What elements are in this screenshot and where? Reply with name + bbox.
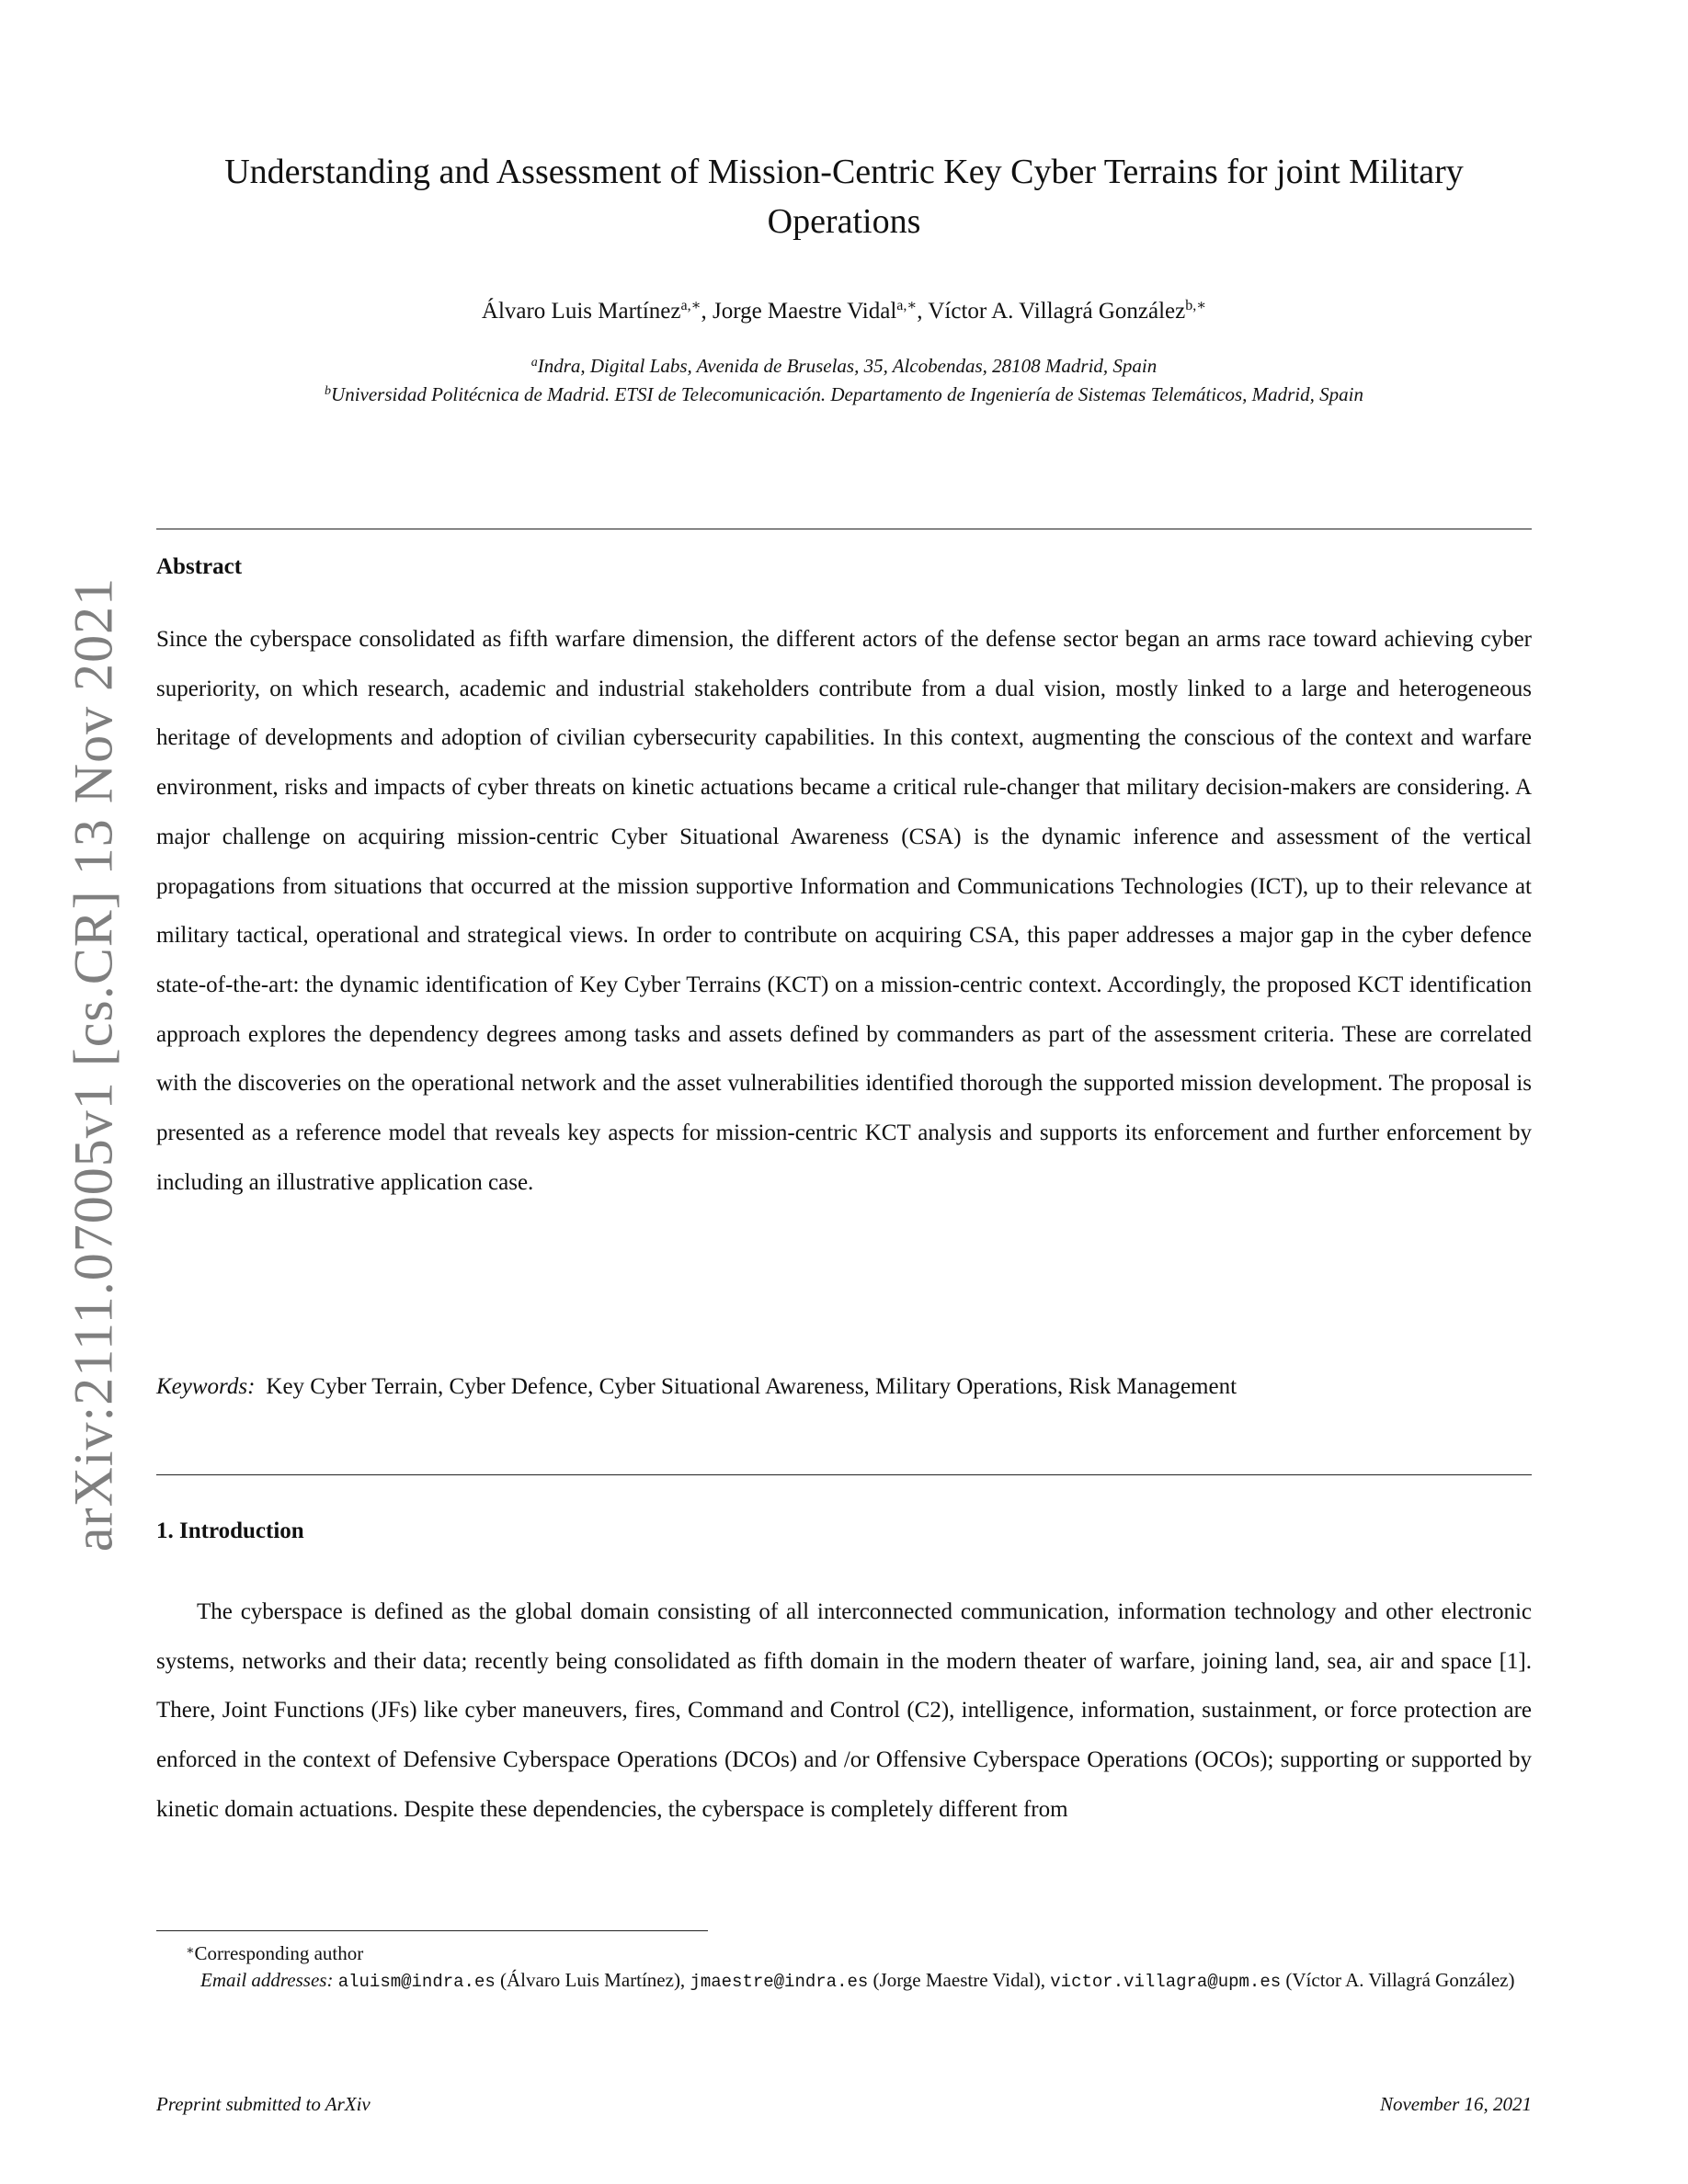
footer-date: November 16, 2021 [1379,2093,1532,2115]
email-link[interactable]: aluism@indra.es [337,1972,496,1992]
author-affiliation-mark: a,∗ [680,298,701,313]
author-name: Víctor A. Villagrá González [928,299,1186,324]
section-heading-introduction: 1. Introduction [156,1519,304,1543]
abstract-body: Since the cyberspace consolidated as fifth warfare dimension, the different actors of the defense sector began an arms race toward achieving cyber superiority, on which research, academic and industrial stakeholders contribute from a dual vision, mostly linked to a large and heterogeneous heritage of developments and adoption of civilian cybersecurity capabilities. In this context, augmenting the conscious of the context and warfare environment, risks and impacts of cyber threats on kinetic actuations became a critical rule-changer that military decision-makers are considering. A major challenge on acquiring mission-centric Cyber Situational Awareness (CSA) is the dynamic inference and assessment of the vertical propagations from situations that occurred at the mission supportive Information and Communications Technologies (ICT), up to their relevance at military tactical, operational and strategical views. In order to contribute on acquiring CSA, this paper addresses a major gap in the cyber defence state-of-the-art: the dynamic identification of Key Cyber Terrains (KCT) on a mission-centric context. Accordingly, the proposed KCT identification approach explores the dependency degrees among tasks and assets defined by commanders as part of the assessment criteria. These are correlated with the discoveries on the operational network and the asset vulnerabilities identified thorough the supported mission development. The proposal is presented as a reference model that reveals key aspects for mission-centric KCT analysis and supports its enforcement and further enforcement by including an illustrative application case. [156,627,1532,1195]
email-link[interactable]: jmaestre@indra.es [690,1972,869,1992]
author-affiliation-mark: a,∗ [896,298,918,313]
arxiv-identifier-stamp: arXiv:2111.07005v1 [cs.CR] 13 Nov 2021 [63,576,124,1553]
keywords-text: Key Cyber Terrain, Cyber Defence, Cyber Situational Awareness, Military Operations, Risk Management [266,1374,1237,1399]
email-label: Email addresses: [200,1969,334,1991]
keywords-line [156,1362,1532,1411]
affiliation-mark: a [530,356,538,370]
corresponding-author-note [156,1938,1532,1967]
email-owner: (Víctor A. Villagrá González) [1285,1969,1515,1991]
author-name: Jorge Maestre Vidal [712,299,897,324]
abstract-bottom-rule [156,1474,1532,1475]
email-owner: (Álvaro Luis Martínez), [500,1969,686,1991]
footnotes [156,1938,1532,1996]
affiliation-text: Indra, Digital Labs, Avenida de Bruselas, 35, Alcobendas, 28108 Madrid, Spain [537,355,1158,377]
email-owner: (Jorge Maestre Vidal), [873,1969,1046,1991]
affiliation-mark: b [325,384,332,398]
affiliation-a [156,350,1532,379]
email-addresses-note [156,1967,1532,1996]
affiliation-text: Universidad Politécnica de Madrid. ETSI de Telecomunicación. Departamento de Ingeniería de Sistemas Telemáticos, Madrid, Spain [331,383,1363,405]
author-affiliation-mark: b,∗ [1185,298,1207,313]
introduction-paragraph: The cyberspace is defined as the global domain consisting of all interconnected communication, information technology and other electronic systems, networks and their data; recently being consolidated as fifth domain in the modern theater of warfare, joining land, sea, air and space [1]. There, Joint Functions (JFs) like cyber maneuvers, fires, Command and Control (C2), intelligence, information, sustainment, or force protection are enforced in the context of Defensive Cyberspace Operations (DCOs) and /or Offensive Cyberspace Operations (OCOs); supporting or supported by kinetic domain actuations. Despite these dependencies, the cyberspace is completely different from [156,1599,1532,1822]
author-name: Álvaro Luis Martínez [481,299,681,324]
affiliation-list [156,350,1532,407]
author-list: Álvaro Luis Martínez$^{a,∗}$, Jorge Maestre Vidal$^{a,∗}$, Víctor A. Villagrá González$^{b,∗}$ [481,298,1207,324]
affiliation-b [156,379,1532,407]
email-link[interactable]: victor.villagra@upm.es [1050,1972,1282,1992]
paper-title: Understanding and Assessment of Mission-Centric Key Cyber Terrains for joint Military Operations [224,153,1464,241]
footnote-mark: ∗ [186,1944,195,1958]
footnote-rule [156,1930,708,1931]
abstract-heading: Abstract [156,554,243,579]
footer-preprint-note: Preprint submitted to ArXiv [156,2093,371,2115]
keywords-label: Keywords: [156,1374,256,1399]
corresponding-author-text: Corresponding author [194,1942,364,1964]
